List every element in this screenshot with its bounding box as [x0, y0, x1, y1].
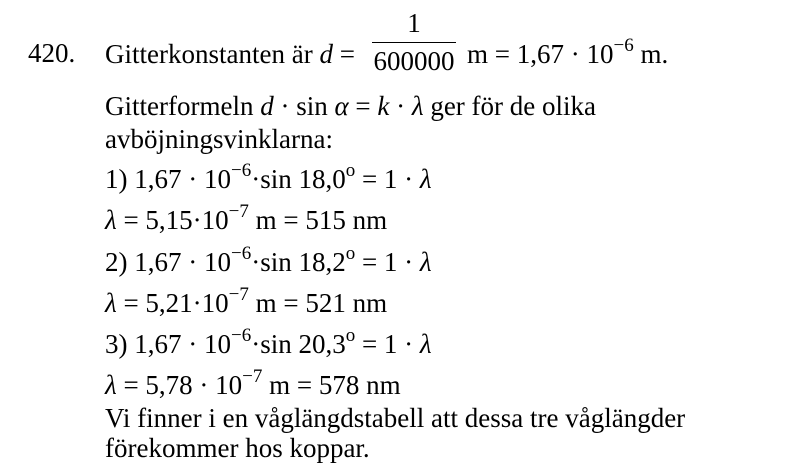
var-lambda: λ	[105, 288, 117, 318]
text: =	[332, 39, 355, 69]
exponent: −7	[228, 284, 249, 305]
result-3	[105, 366, 401, 405]
text: = 1 ·	[355, 329, 420, 359]
problem-number: 420.	[28, 38, 76, 68]
exponent: −6	[613, 35, 634, 56]
text: m = 515 nm	[248, 205, 388, 235]
var-lambda: λ	[419, 247, 432, 277]
var-lambda: λ	[419, 164, 432, 194]
result-1	[105, 201, 388, 240]
text: = 1 ·	[355, 247, 420, 277]
conclusion-line-2: förekommer hos koppar.	[105, 433, 370, 463]
angles-intro-line: avböjningsvinklarna:	[105, 124, 333, 154]
equation-3	[105, 325, 432, 364]
var-lambda: λ	[105, 370, 117, 400]
var-lambda: λ	[105, 205, 117, 235]
fraction-denominator: 600000	[373, 46, 455, 76]
degree-sign: o	[345, 243, 356, 264]
exponent: −6	[230, 243, 252, 264]
exponent: −7	[228, 201, 249, 222]
text: 1) 1,67 · 10	[105, 164, 231, 194]
text: 2) 1,67 · 10	[105, 247, 231, 277]
equation-2	[105, 243, 432, 282]
text: m.	[633, 39, 669, 69]
grating-formula-line	[105, 90, 596, 122]
exponent: −7	[242, 366, 263, 387]
text: · sin	[273, 91, 335, 121]
result-2	[105, 284, 388, 323]
text: m = 1,67 · 10	[467, 39, 614, 69]
text: Gitterkonstanten är	[105, 39, 320, 69]
var-d: d	[319, 39, 333, 69]
text: 3) 1,67 · 10	[105, 329, 231, 359]
exponent: −6	[230, 325, 252, 346]
text: ·sin 20,3	[251, 329, 346, 359]
degree-sign: o	[345, 160, 356, 181]
text: ger för de olika	[423, 91, 596, 121]
conclusion-line-1: Vi finner i en våglängdstabell att dessa tre våglängder	[105, 403, 686, 433]
text: = 5,21·10	[116, 288, 229, 318]
fraction-bar	[372, 42, 456, 43]
text: = 1 ·	[355, 164, 420, 194]
fraction	[372, 8, 456, 76]
grating-constant-value	[467, 35, 669, 74]
var-k: k	[377, 91, 390, 121]
text: = 5,78 · 10	[116, 370, 243, 400]
text: ·sin 18,2	[251, 247, 346, 277]
text: m = 578 nm	[262, 370, 401, 400]
var-lambda: λ	[419, 329, 432, 359]
exponent: −6	[230, 160, 252, 181]
grating-constant-line	[105, 38, 355, 70]
text: ·sin 18,0	[251, 164, 346, 194]
text: m = 521 nm	[248, 288, 388, 318]
text: = 5,15·10	[116, 205, 229, 235]
var-d: d	[260, 91, 274, 121]
text: =	[348, 91, 378, 121]
var-lambda: λ	[411, 91, 424, 121]
text: ·	[389, 91, 412, 121]
fraction-numerator: 1	[407, 8, 421, 38]
text: Gitterformeln	[105, 91, 261, 121]
var-alpha: α	[334, 91, 349, 121]
equation-1	[105, 160, 432, 199]
degree-sign: o	[345, 325, 356, 346]
